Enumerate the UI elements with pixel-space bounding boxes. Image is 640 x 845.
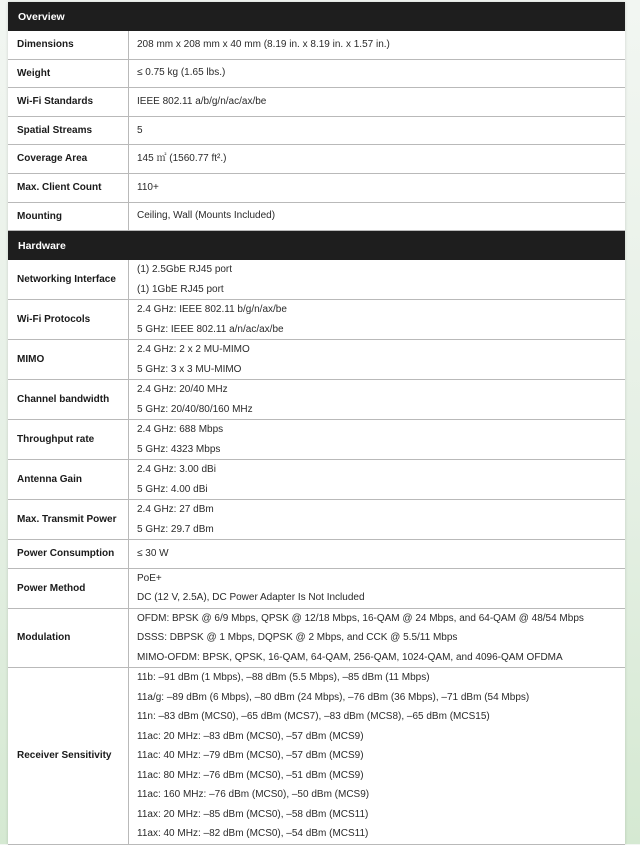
spec-values: [129, 500, 625, 539]
spec-values: [129, 260, 625, 299]
spec-value-line: IEEE 802.11 a/b/g/n/ac/ax/be: [137, 95, 267, 107]
spec-label: Wi-Fi Standards: [8, 88, 129, 116]
spec-value-line: 11ac: 40 MHz: –79 dBm (MCS0), –57 dBm (MCS9): [137, 750, 364, 762]
spec-value-line: 2.4 GHz: 27 dBm: [137, 504, 214, 516]
spec-row: [8, 203, 625, 232]
spec-row: [8, 88, 625, 117]
spec-label: Antenna Gain: [8, 460, 129, 499]
spec-value-line: 5 GHz: 20/40/80/160 MHz: [137, 403, 253, 415]
spec-value-line: 5 GHz: 29.7 dBm: [137, 523, 214, 535]
spec-values: [129, 668, 625, 844]
spec-row: [8, 500, 625, 540]
spec-values: [129, 60, 625, 88]
spec-value-line: 11ac: 20 MHz: –83 dBm (MCS0), –57 dBm (MCS9): [137, 730, 364, 742]
spec-value-line: 2.4 GHz: IEEE 802.11 b/g/n/ax/be: [137, 304, 287, 316]
spec-label: Power Method: [8, 569, 129, 608]
spec-values: [129, 145, 625, 173]
spec-row: [8, 117, 625, 146]
spec-value-line: ≤ 0.75 kg (1.65 lbs.): [137, 67, 226, 79]
spec-value-line: 145 ㎡ (1560.77 ft².): [137, 153, 227, 165]
spec-values: [129, 117, 625, 145]
spec-value-line: 2.4 GHz: 2 x 2 MU-MIMO: [137, 344, 250, 356]
section-header-overview: Overview: [8, 2, 625, 31]
spec-values: [129, 300, 625, 339]
spec-value-line: 11ac: 160 MHz: –76 dBm (MCS0), –50 dBm (MCS9): [137, 789, 370, 801]
spec-value-line: 2.4 GHz: 688 Mbps: [137, 424, 224, 436]
spec-values: [129, 420, 625, 459]
spec-label: MIMO: [8, 340, 129, 379]
spec-values: [129, 203, 625, 231]
spec-value-line: MIMO-OFDM: BPSK, QPSK, 16-QAM, 64-QAM, 256-QAM, 1024-QAM, and 4096-QAM OFDMA: [137, 651, 563, 663]
spec-label: Throughput rate: [8, 420, 129, 459]
spec-values: [129, 380, 625, 419]
spec-value-line: DC (12 V, 2.5A), DC Power Adapter Is Not Included: [137, 592, 365, 604]
spec-values: [129, 340, 625, 379]
spec-value-line: 11b: –91 dBm (1 Mbps), –88 dBm (5.5 Mbps), –85 dBm (11 Mbps): [137, 672, 430, 684]
spec-row: [8, 569, 625, 609]
spec-label: Modulation: [8, 609, 129, 668]
spec-row: [8, 300, 625, 340]
spec-values: [129, 88, 625, 116]
spec-value-line: 11ax: 20 MHz: –85 dBm (MCS0), –58 dBm (MCS11): [137, 808, 369, 820]
spec-label: Networking Interface: [8, 260, 129, 299]
section-header-hardware: Hardware: [8, 231, 625, 260]
spec-label: Receiver Sensitivity: [8, 668, 129, 844]
spec-value-line: (1) 1GbE RJ45 port: [137, 283, 224, 295]
spec-value-line: 11n: –83 dBm (MCS0), –65 dBm (MCS7), –83 dBm (MCS8), –65 dBm (MCS15): [137, 711, 490, 723]
spec-label: Max. Transmit Power: [8, 500, 129, 539]
spec-values: [129, 460, 625, 499]
spec-value-line: 5 GHz: 4323 Mbps: [137, 443, 221, 455]
hardware-table: [8, 260, 625, 845]
spec-label: Wi-Fi Protocols: [8, 300, 129, 339]
spec-values: [129, 540, 625, 568]
spec-label: Channel bandwidth: [8, 380, 129, 419]
spec-label: Dimensions: [8, 31, 129, 59]
spec-value-line: Ceiling, Wall (Mounts Included): [137, 210, 276, 222]
spec-value-line: 5 GHz: IEEE 802.11 a/n/ac/ax/be: [137, 323, 284, 335]
spec-label: Power Consumption: [8, 540, 129, 568]
spec-value-line: 2.4 GHz: 20/40 MHz: [137, 384, 228, 396]
spec-value-line: PoE+: [137, 572, 162, 584]
spec-sheet: [8, 2, 625, 845]
spec-value-line: 5 GHz: 4.00 dBi: [137, 483, 208, 495]
spec-row: [8, 420, 625, 460]
spec-row: [8, 668, 625, 845]
spec-row: [8, 540, 625, 569]
spec-row: [8, 60, 625, 89]
spec-row: [8, 460, 625, 500]
spec-value-line: 11ax: 40 MHz: –82 dBm (MCS0), –54 dBm (MCS11): [137, 828, 369, 840]
spec-label: Max. Client Count: [8, 174, 129, 202]
spec-value-line: 2.4 GHz: 3.00 dBi: [137, 464, 216, 476]
spec-value-line: (1) 2.5GbE RJ45 port: [137, 264, 233, 276]
spec-row: [8, 145, 625, 174]
spec-value-line: 11ac: 80 MHz: –76 dBm (MCS0), –51 dBm (MCS9): [137, 769, 364, 781]
spec-label: Spatial Streams: [8, 117, 129, 145]
spec-value-line: 11a/g: –89 dBm (6 Mbps), –80 dBm (24 Mbps), –76 dBm (36 Mbps), –71 dBm (54 Mbps): [137, 691, 530, 703]
spec-row: [8, 260, 625, 300]
spec-values: [129, 609, 625, 668]
overview-table: [8, 31, 625, 231]
spec-row: [8, 609, 625, 669]
spec-values: [129, 31, 625, 59]
spec-label: Mounting: [8, 203, 129, 231]
spec-value-line: 208 mm x 208 mm x 40 mm (8.19 in. x 8.19 in. x 1.57 in.): [137, 38, 390, 50]
spec-value-line: ≤ 30 W: [137, 547, 169, 559]
spec-row: [8, 174, 625, 203]
spec-row: [8, 380, 625, 420]
spec-row: [8, 340, 625, 380]
spec-values: [129, 174, 625, 202]
spec-value-line: OFDM: BPSK @ 6/9 Mbps, QPSK @ 12/18 Mbps, 16-QAM @ 24 Mbps, and 64-QAM @ 48/54 Mbps: [137, 612, 584, 624]
spec-label: Coverage Area: [8, 145, 129, 173]
spec-value-line: 5: [137, 124, 143, 136]
spec-value-line: 5 GHz: 3 x 3 MU-MIMO: [137, 363, 242, 375]
spec-value-line: DSSS: DBPSK @ 1 Mbps, DQPSK @ 2 Mbps, and CCK @ 5.5/11 Mbps: [137, 632, 458, 644]
spec-value-line: 110+: [137, 181, 159, 193]
spec-label: Weight: [8, 60, 129, 88]
spec-row: [8, 31, 625, 60]
spec-values: [129, 569, 625, 608]
